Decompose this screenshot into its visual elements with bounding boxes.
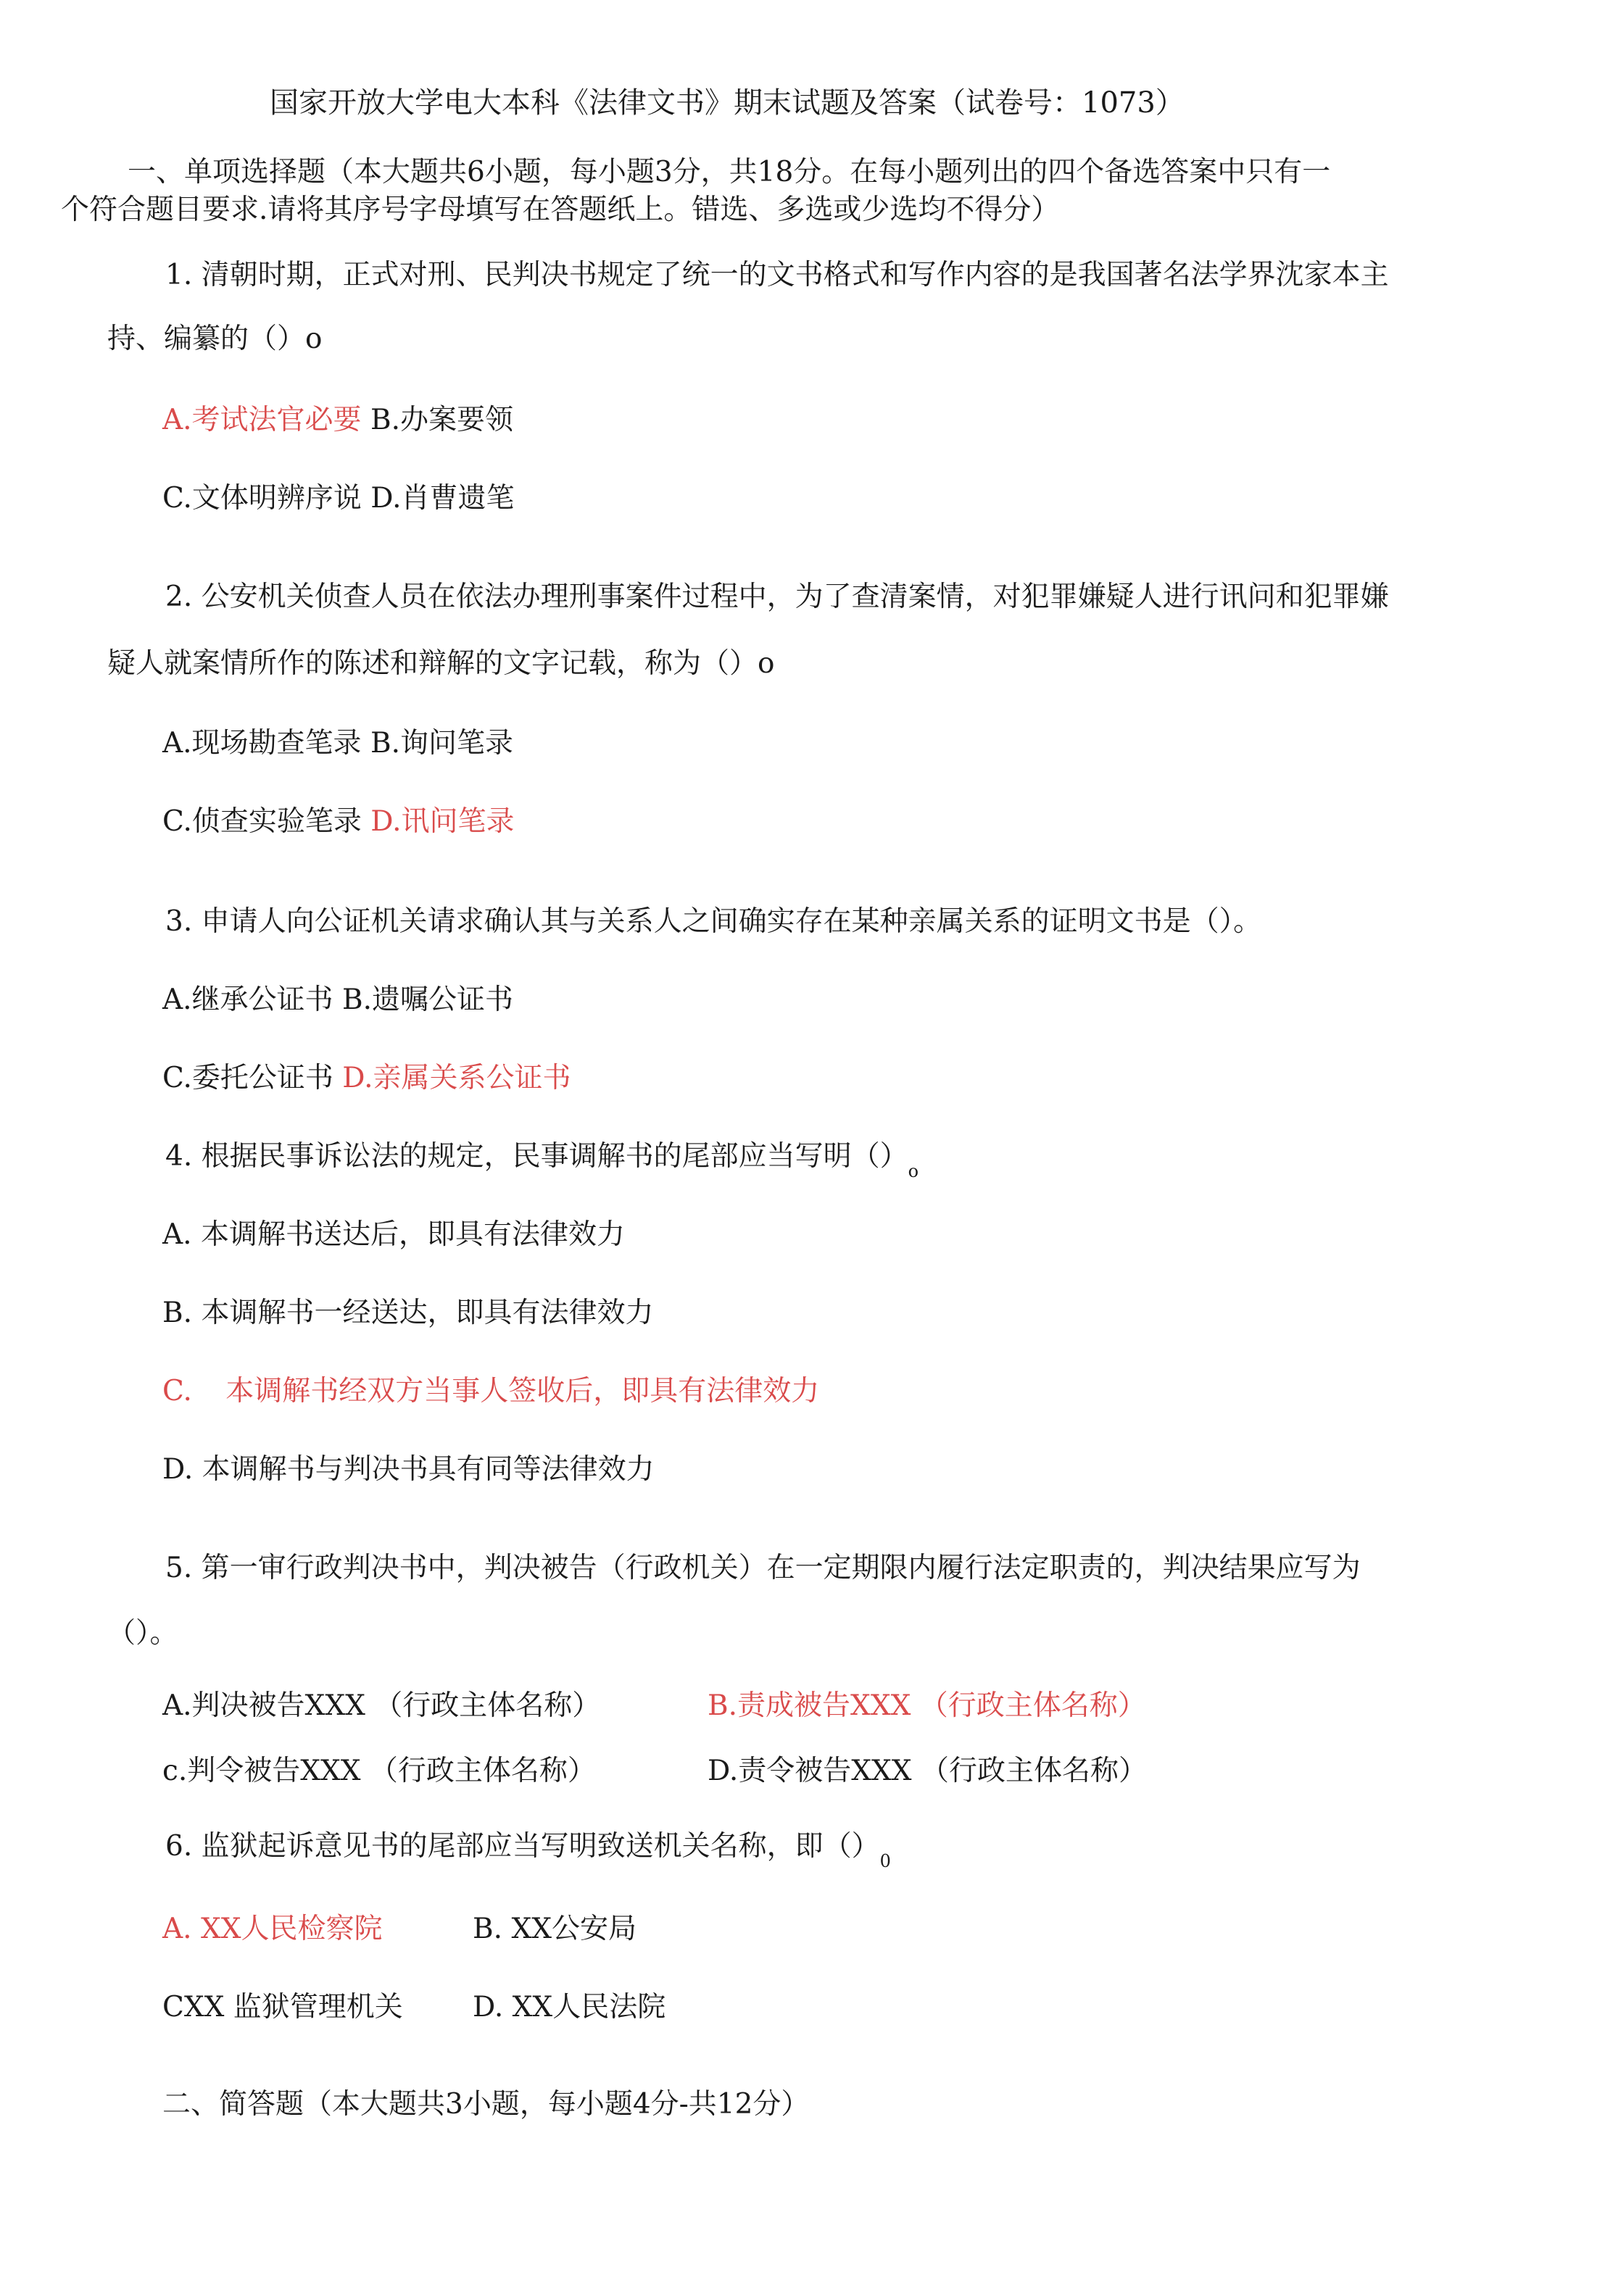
question-1-option-c: C.文体明辨序说 — [162, 482, 362, 515]
question-5-option-d: D.责令被告XXX （行政主体名称） — [708, 1755, 1147, 1787]
question-5-stem-cont: （）。 — [107, 1617, 178, 1650]
section-2-heading: 二、简答题（本大题共3小题，每小题4分-共12分） — [162, 2088, 810, 2121]
section-1-instructions: 个符合题目要求.请将其序号字母填写在答题纸上。错选、多选或少选均不得分） — [61, 194, 1060, 226]
question-5-option-a: A.判决被告XXX （行政主体名称） — [162, 1689, 601, 1722]
question-2-stem-cont: 疑人就案情所作的陈述和辩解的文字记载，称为（）o — [107, 647, 775, 680]
section-1-heading: 一、单项选择题（本大题共6小题，每小题3分，共18分。在每小题列出的四个备选答案中只有一 — [128, 156, 1331, 188]
question-3-options-ab — [162, 980, 513, 1020]
question-2-option-d-answer: D.讯问笔录 — [370, 805, 515, 838]
question-4-option-c — [162, 1371, 819, 1412]
question-4-stem-text: 4. 根据民事诉讼法的规定，民事调解书的尾部应当写明（） — [165, 1140, 908, 1173]
question-1-option-d: D.肖曹遗笔 — [370, 482, 515, 515]
question-6-option-a-answer: A. XX人民检察院 — [162, 1913, 383, 1945]
question-6-stem-mark: 0 — [879, 1851, 891, 1871]
question-3-option-a: A.继承公证书 — [162, 983, 333, 1016]
question-2-options-cd — [162, 802, 515, 842]
question-1-stem-cont: 持、编纂的（）o — [107, 323, 323, 355]
question-4-option-c-answer: 本调解书经双方当事人签收后，即具有法律效力 — [225, 1375, 820, 1407]
question-4-option-a: A. 本调解书送达后，即具有法律效力 — [162, 1218, 625, 1251]
question-2-options-ab — [162, 723, 513, 764]
question-3-option-c: C.委托公证书 — [162, 1062, 333, 1094]
question-6-option-c: CXX 监狱管理机关 — [162, 1991, 403, 2023]
question-2-option-a: A.现场勘查笔录 — [162, 727, 362, 760]
document-title: 国家开放大学电大本科《法律文书》期末试题及答案（试卷号：1073） — [270, 86, 1185, 120]
question-2-option-c: C.侦查实验笔录 — [162, 805, 362, 838]
question-6-stem-text: 6. 监狱起诉意见书的尾部应当写明致送机关名称，即（） — [165, 1830, 880, 1863]
question-5-option-c: c.判令被告XXX （行政主体名称） — [162, 1755, 596, 1787]
question-4-stem-mark: o — [908, 1161, 919, 1181]
question-6-stem — [165, 1826, 891, 1870]
question-1-options-cd — [162, 478, 515, 519]
question-5-stem: 5. 第一审行政判决书中，判决被告（行政机关）在一定期限内履行法定职责的，判决结果应写为 — [165, 1552, 1361, 1584]
question-1-option-a-answer: A.考试法官必要 — [162, 404, 362, 436]
question-6-option-b: B. XX公安局 — [473, 1913, 637, 1945]
question-1-option-b: B.办案要领 — [370, 404, 514, 436]
question-6-option-d: D. XX人民法院 — [473, 1991, 666, 2023]
question-4-stem — [165, 1136, 919, 1180]
question-4-option-c-letter: C. — [162, 1375, 192, 1407]
question-4-option-b: B. 本调解书一经送达，即具有法律效力 — [162, 1297, 654, 1329]
question-3-option-d-answer: D.亲属关系公证书 — [342, 1062, 571, 1094]
question-1-options-ab — [162, 400, 513, 441]
question-1-stem: 1. 清朝时期，正式对刑、民判决书规定了统一的文书格式和写作内容的是我国著名法学界沈家本主 — [165, 259, 1389, 291]
question-2-option-b: B.询问笔录 — [370, 727, 514, 760]
question-3-stem: 3. 申请人向公证机关请求确认其与关系人之间确实存在某种亲属关系的证明文书是（）。 — [165, 905, 1262, 938]
question-3-option-b: B.遗嘱公证书 — [341, 983, 514, 1016]
question-5-option-b-answer: B.责成被告XXX （行政主体名称） — [708, 1689, 1146, 1722]
question-3-options-cd — [162, 1058, 571, 1099]
question-4-option-d: D. 本调解书与判决书具有同等法律效力 — [162, 1453, 655, 1486]
question-2-stem: 2. 公安机关侦查人员在依法办理刑事案件过程中，为了查清案情，对犯罪嫌疑人进行讯问和犯罪嫌 — [165, 581, 1389, 613]
